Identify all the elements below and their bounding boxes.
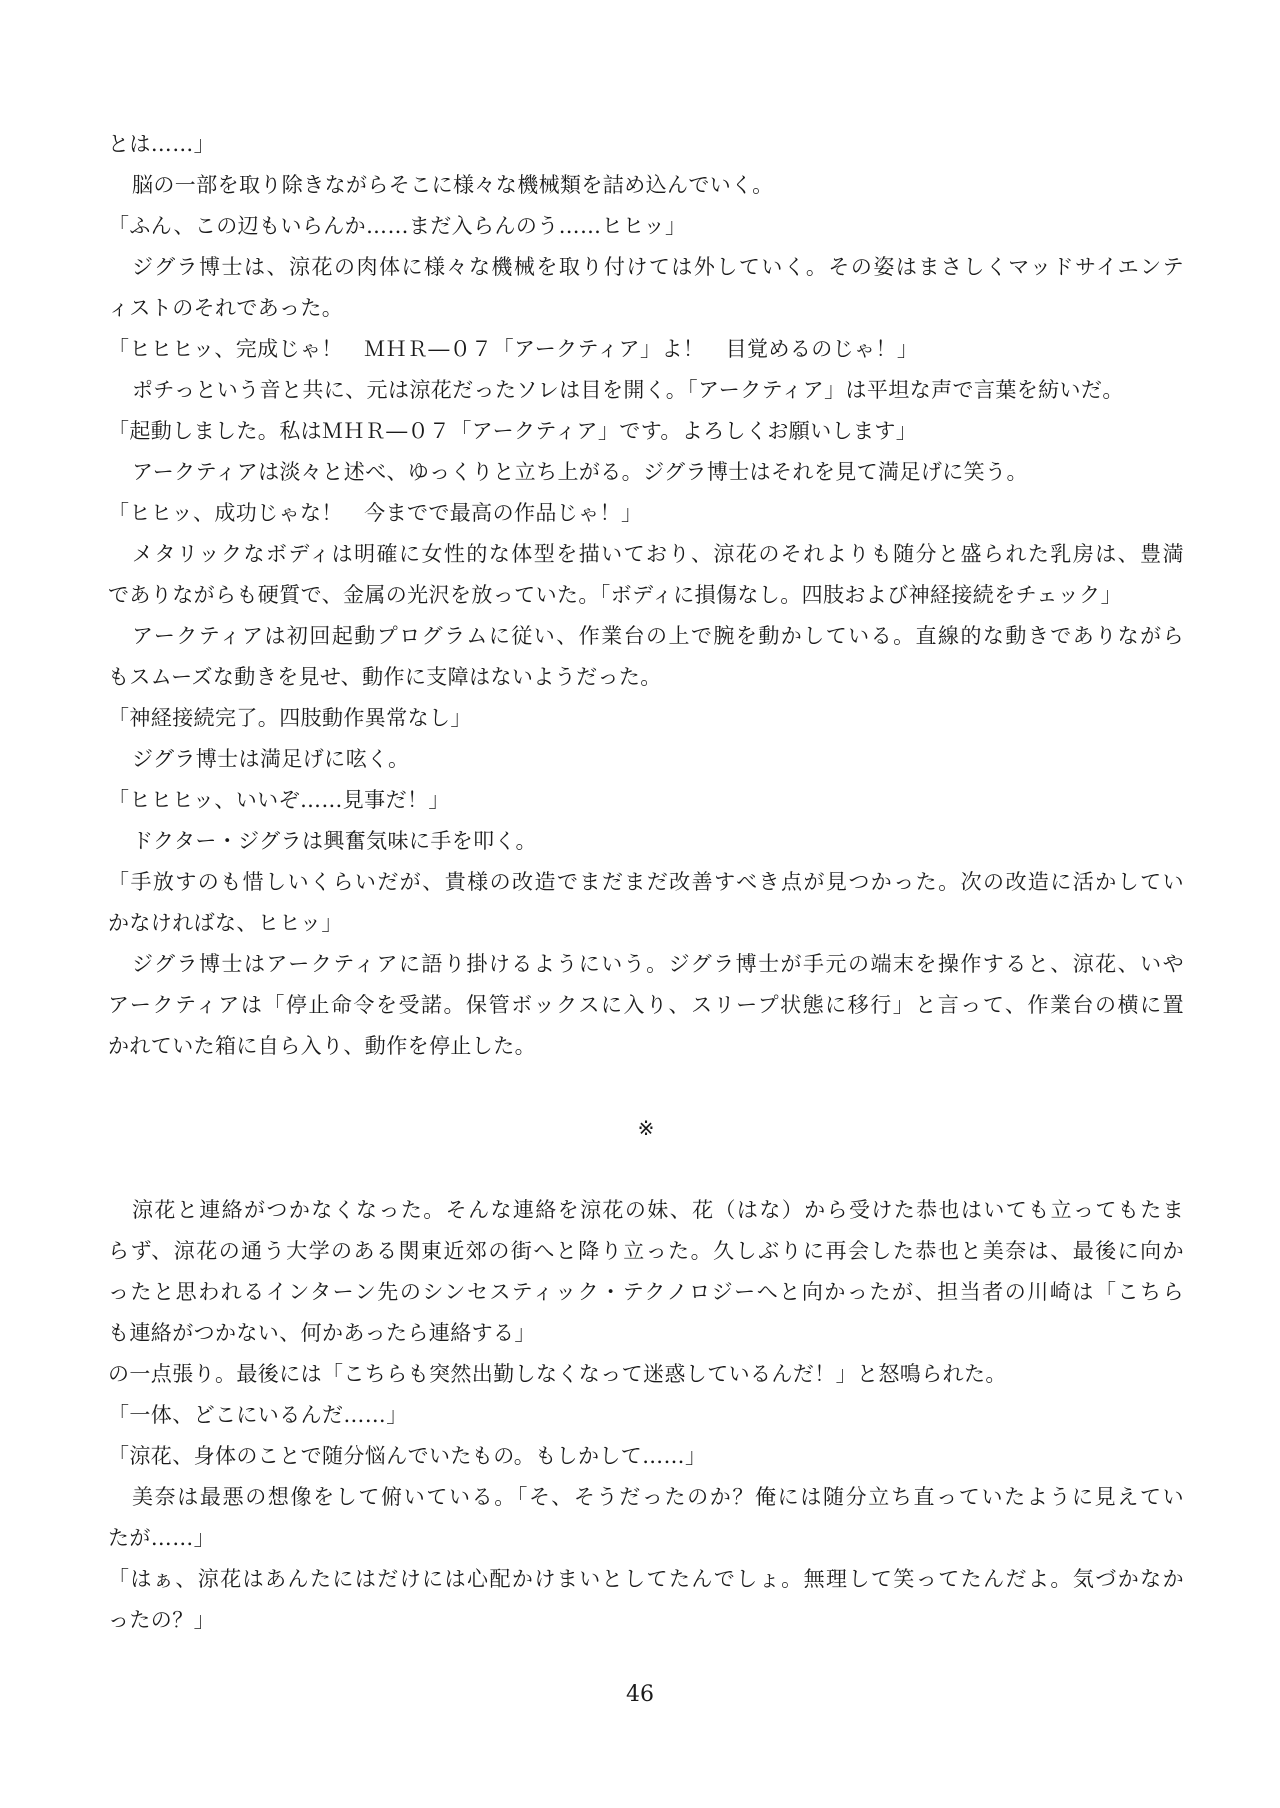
section-spacer: [108, 1149, 1184, 1190]
paragraph: [108, 944, 1184, 1067]
text-line: 「ヒヒヒッ、いいぞ……見事だ！」: [108, 788, 450, 812]
text-line: メタリックなボディは明確に女性的な体型を描いており、涼花のそれよりも随分と盛られた乳房は、豊満: [132, 542, 1184, 566]
text-line: 「はぁ、涼花はあんたにはだけには心配かけまいとしてたんでしょ。無理して笑ってたんだよ。気づかなか: [108, 1567, 1184, 1591]
text-line: 脳の一部を取り除きながらそこに様々な機械類を詰め込んでいく。: [132, 173, 774, 197]
text-line: たが……」: [108, 1526, 215, 1550]
paragraph: [108, 698, 1184, 739]
page-number: 46: [626, 1682, 654, 1707]
paragraph: [108, 329, 1184, 370]
scene-separator: ※: [637, 1116, 655, 1140]
text-line: もスムーズな動きを見せ、動作に支障はないようだった。: [108, 665, 662, 689]
paragraph: [108, 493, 1184, 534]
paragraph: [108, 821, 1184, 862]
document-body: [108, 124, 1184, 1641]
text-line: も連絡がつかない、何かあったら連絡する」: [108, 1321, 536, 1345]
text-line: ジグラ博士はアークティアに語り掛けるようにいう。ジグラ博士が手元の端末を操作すると、涼花、いや: [132, 952, 1184, 976]
paragraph: [108, 1395, 1184, 1436]
text-line: 美奈は最悪の想像をして俯いている。「そ、そうだったのか？俺には随分立ち直っていたように見えてい: [132, 1485, 1184, 1509]
text-line: 「ふん、この辺もいらんか……まだ入らんのう……ヒヒッ」: [108, 214, 687, 238]
text-line: 「ヒヒヒッ、完成じゃ！ ＭＨＲ―０７「アークティア」よ！ 目覚めるのじゃ！」: [108, 337, 919, 361]
text-line: らず、涼花の通う大学のある関東近郊の街へと降り立った。久しぶりに再会した恭也と美奈は、最後に向か: [108, 1239, 1184, 1263]
paragraph: [108, 1559, 1184, 1641]
paragraph: [108, 739, 1184, 780]
text-line: アークティアは初回起動プログラムに従い、作業台の上で腕を動かしている。直線的な動きでありながら: [132, 624, 1184, 648]
paragraph: [108, 534, 1184, 616]
text-line: 「ヒヒッ、成功じゃな！ 今までで最高の作品じゃ！」: [108, 501, 643, 525]
text-line: ったと思われるインターン先のシンセスティック・テクノロジーへと向かったが、担当者の川崎は「こちら: [108, 1280, 1184, 1304]
text-line: とは……」: [108, 132, 215, 156]
text-line: ったの？」: [108, 1608, 215, 1632]
text-line: ィストのそれであった。: [108, 296, 344, 320]
text-line: 「神経接続完了。四肢動作異常なし」: [108, 706, 472, 730]
text-line: ジグラ博士は、涼花の肉体に様々な機械を取り付けては外していく。その姿はまさしくマッドサイエンテ: [132, 255, 1184, 279]
paragraph: [108, 452, 1184, 493]
paragraph: [108, 1190, 1184, 1354]
text-line: アークティアは淡々と述べ、ゆっくりと立ち上がる。ジグラ博士はそれを見て満足げに笑う。: [132, 460, 1028, 484]
text-section-before: [108, 124, 1184, 1067]
paragraph: [108, 124, 1184, 165]
text-line: 「涼花、身体のことで随分悩んでいたもの。もしかして……」: [108, 1444, 707, 1468]
paragraph: [108, 1354, 1184, 1395]
paragraph: [108, 1477, 1184, 1559]
paragraph: [108, 247, 1184, 329]
paragraph: [108, 370, 1184, 411]
paragraph: [108, 862, 1184, 944]
text-line: 「手放すのも惜しいくらいだが、貴様の改造でまだまだ改善すべき点が見つかった。次の改造に活かしてい: [108, 870, 1184, 894]
text-section-after: [108, 1190, 1184, 1641]
text-line: でありながらも硬質で、金属の光沢を放っていた。「ボディに損傷なし。四肢および神経接続をチェック」: [108, 583, 1122, 607]
text-line: 涼花と連絡がつかなくなった。そんな連絡を涼花の妹、花（はな）から受けた恭也はいても立ってもたま: [132, 1198, 1184, 1222]
text-line: 「起動しました。私はＭＨＲ―０７「アークティア」です。よろしくお願いします」: [108, 419, 918, 443]
text-line: 「一体、どこにいるんだ……」: [108, 1403, 408, 1427]
text-line: かれていた箱に自ら入り、動作を停止した。: [108, 1034, 536, 1058]
paragraph: [108, 780, 1184, 821]
section-spacer: [108, 1067, 1184, 1108]
text-line: かなければな、ヒヒッ」: [108, 911, 343, 935]
paragraph: [108, 411, 1184, 452]
text-line: アークティアは「停止命令を受諾。保管ボックスに入り、スリープ状態に移行」と言って、作業台の横に置: [108, 993, 1184, 1017]
text-line: の一点張り。最後には「こちらも突然出勤しなくなって迷惑しているんだ！」と怒鳴られた。: [108, 1362, 1007, 1386]
text-line: ポチっという音と共に、元は涼花だったソレは目を開く。「アークティア」は平坦な声で言葉を紡いだ。: [132, 378, 1124, 402]
text-line: ジグラ博士は満足げに呟く。: [132, 747, 410, 771]
paragraph: [108, 165, 1184, 206]
text-line: ドクター・ジグラは興奮気味に手を叩く。: [132, 829, 537, 853]
paragraph: [108, 1436, 1184, 1477]
paragraph: [108, 206, 1184, 247]
paragraph: [108, 616, 1184, 698]
